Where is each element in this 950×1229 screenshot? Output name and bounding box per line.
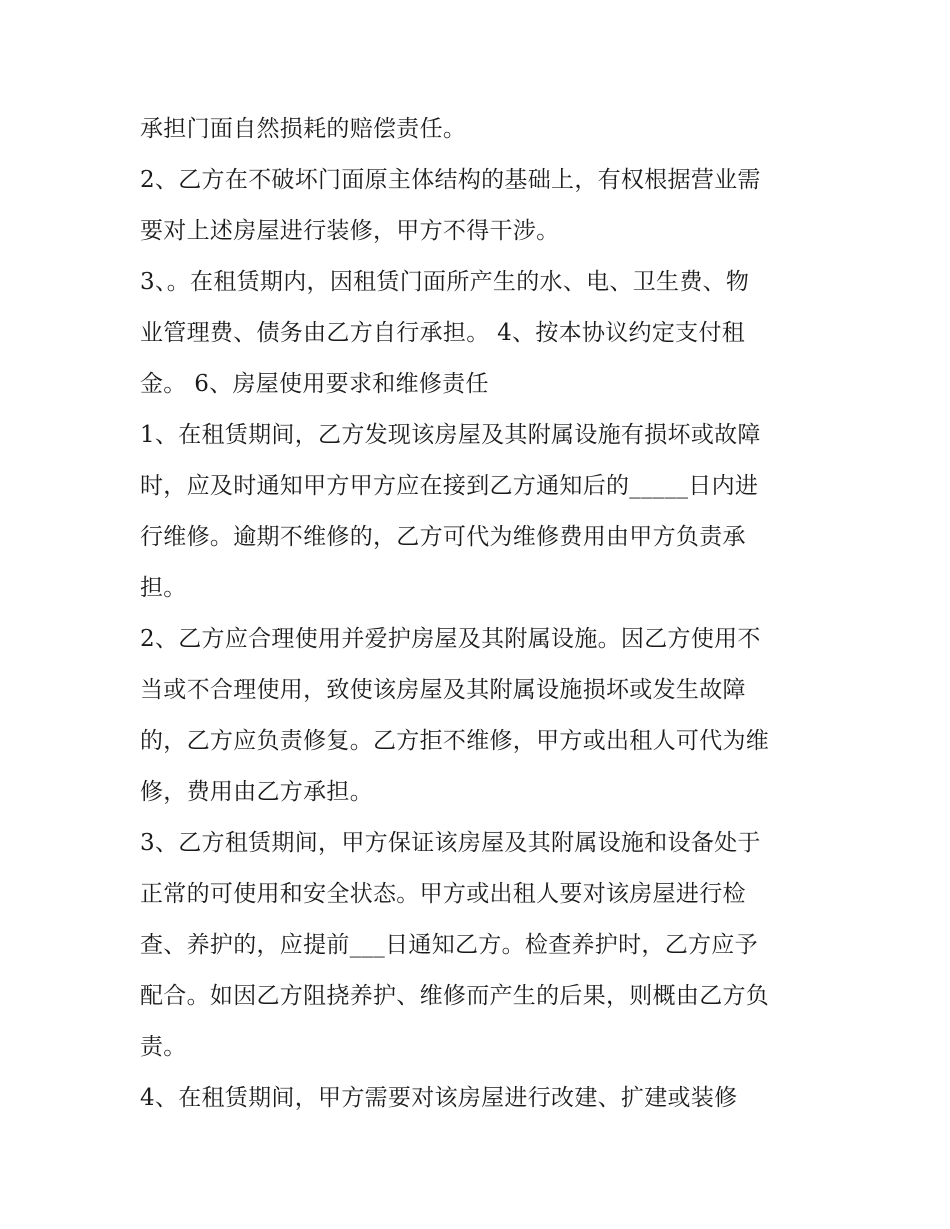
- text-line: 2、乙方应合理使用并爱护房屋及其附属设施。因乙方使用不: [140, 626, 761, 652]
- text-line: 业管理费、债务由乙方自行承担。 4、按本协议约定支付租: [140, 320, 746, 346]
- text-line: 金。 6、房屋使用要求和维修责任: [140, 371, 489, 397]
- contract-text: [140, 104, 820, 1124]
- text-line: 责。: [140, 1034, 187, 1060]
- text-line: 担。: [140, 575, 187, 601]
- text-line: 修，费用由乙方承担。: [140, 779, 373, 805]
- text-line: 1、在租赁期间，乙方发现该房屋及其附属设施有损坏或故障: [140, 422, 761, 448]
- text-line: 的，乙方应负责修复。乙方拒不维修，甲方或出租人可代为维: [140, 728, 770, 754]
- text-line: 行维修。逾期不维修的，乙方可代为维修费用由甲方负责承: [140, 524, 746, 550]
- text-line: 时，应及时通知甲方甲方应在接到乙方通知后的_____日内进: [140, 473, 759, 499]
- text-line: 正常的可使用和安全状态。甲方或出租人要对该房屋进行检: [140, 881, 746, 907]
- text-line: 2、乙方在不破坏门面原主体结构的基础上，有权根据营业需: [140, 167, 761, 193]
- text-line: 承担门面自然损耗的赔偿责任。: [140, 116, 467, 142]
- text-line: 3、。在租赁期内，因租赁门面所产生的水、电、卫生费、物: [140, 269, 750, 295]
- text-line: 4、在租赁期间，甲方需要对该房屋进行改建、扩建或装修: [140, 1085, 738, 1111]
- text-line: 当或不合理使用，致使该房屋及其附属设施损坏或发生故障: [140, 677, 746, 703]
- text-line: 配合。如因乙方阻挠养护、维修而产生的后果，则概由乙方负: [140, 983, 770, 1009]
- text-line: 3、乙方租赁期间，甲方保证该房屋及其附属设施和设备处于: [140, 830, 761, 856]
- text-line: 要对上述房屋进行装修，甲方不得干涉。: [140, 218, 560, 244]
- text-line: 查、养护的，应提前___日通知乙方。检查养护时，乙方应予: [140, 932, 758, 958]
